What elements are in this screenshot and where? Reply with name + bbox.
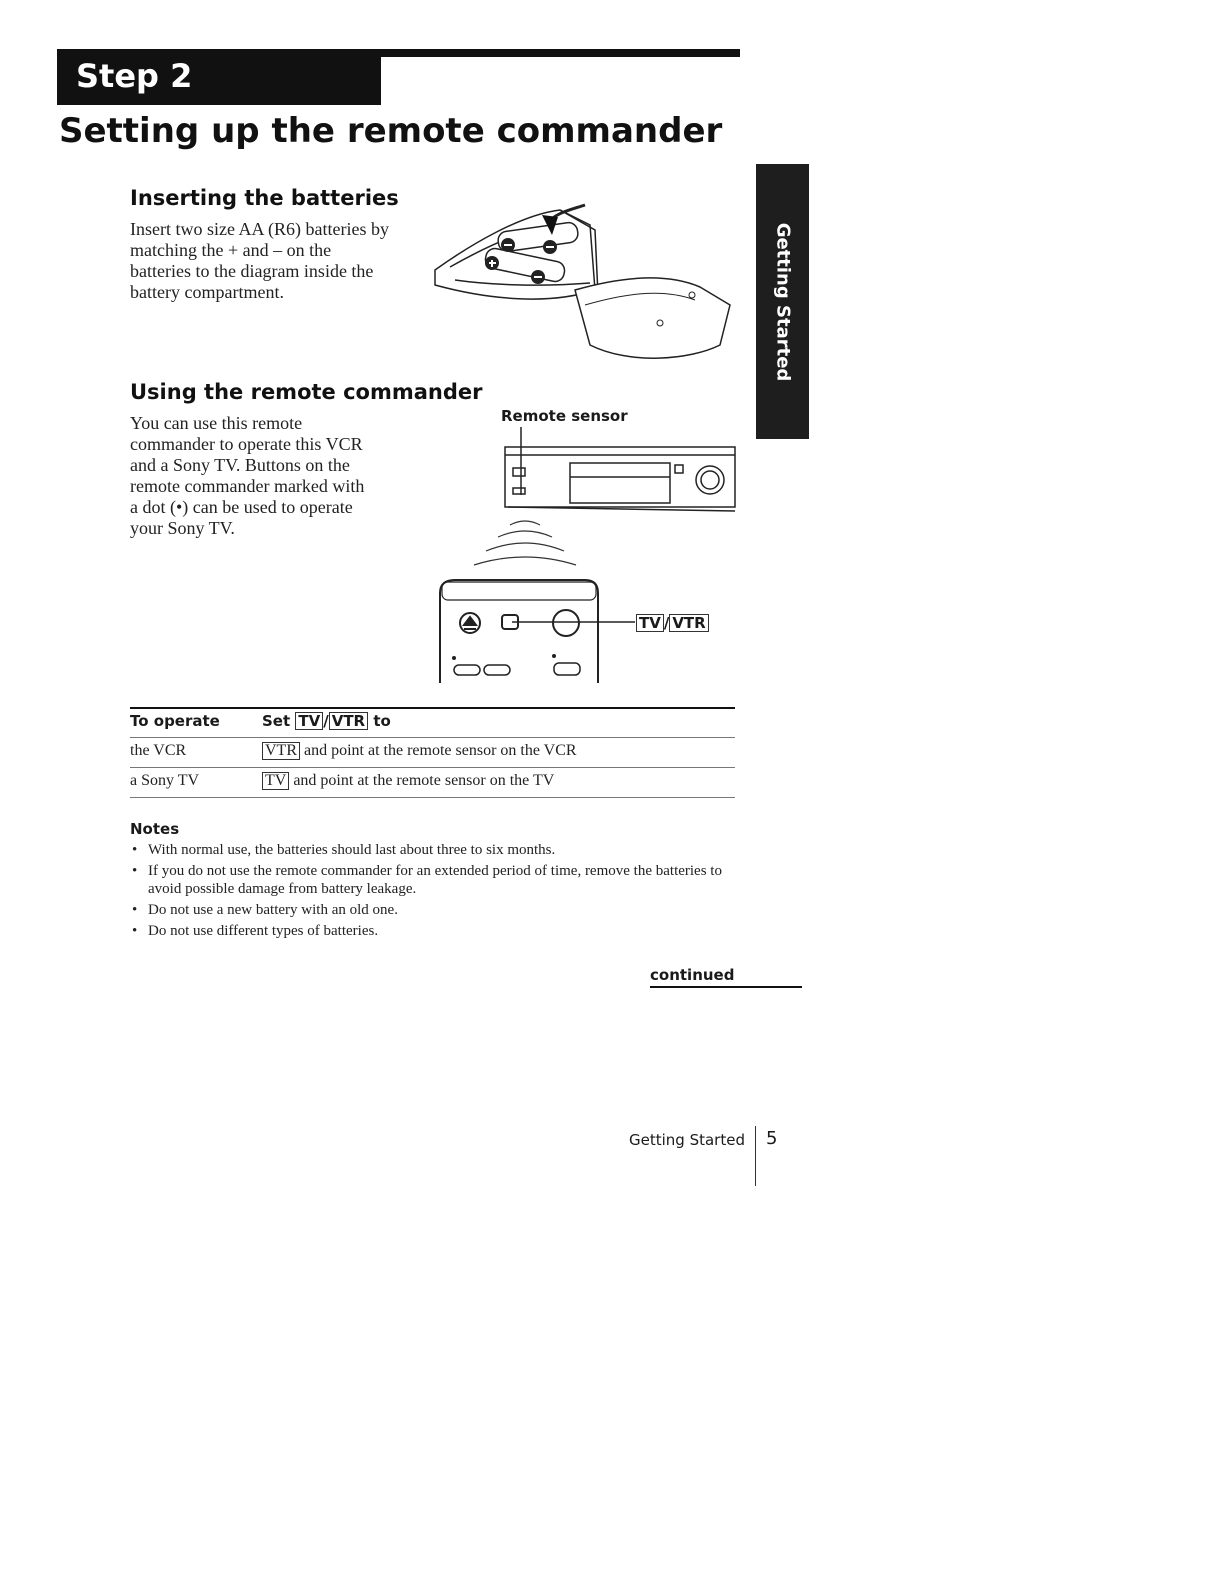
table-row-instruction: and point at the remote sensor on the TV	[293, 772, 555, 789]
batteries-body	[130, 219, 430, 303]
table-rule	[130, 737, 735, 738]
table-rule	[130, 767, 735, 768]
table-rule	[130, 797, 735, 798]
continued-label: continued	[650, 966, 735, 984]
continued-rule	[650, 986, 802, 988]
table-row-operate: the VCR	[130, 742, 187, 759]
using-body	[130, 413, 430, 539]
page-number: 5	[766, 1128, 778, 1149]
batteries-heading: Inserting the batteries	[130, 186, 399, 210]
tv-key: TV	[636, 614, 664, 632]
table-header-set	[262, 712, 391, 730]
note-item: • If you do not use the remote commander for an extended period of time, remove the batteries to avoid possible damage from battery leakage.	[130, 862, 730, 898]
tv-key: TV	[295, 712, 323, 730]
table-top-rule	[130, 707, 735, 709]
using-line: your Sony TV.	[130, 518, 235, 538]
vcr-remote-illustration	[430, 425, 740, 687]
table-row-operate: a Sony TV	[130, 772, 200, 789]
table-row-setting	[262, 742, 577, 760]
note-item: • Do not use different types of batteries.	[130, 922, 730, 940]
tv-key: TV	[262, 772, 289, 790]
using-line: and a Sony TV. Buttons on the	[130, 455, 350, 475]
vtr-key: VTR	[329, 712, 368, 730]
batteries-line: battery compartment.	[130, 282, 284, 302]
side-tab-label: Getting Started	[772, 222, 793, 381]
notes-list	[130, 841, 730, 943]
using-line: a dot (•) can be used to operate	[130, 497, 353, 517]
vtr-key: VTR	[262, 742, 300, 760]
using-heading: Using the remote commander	[130, 380, 483, 404]
using-line: remote commander marked with	[130, 476, 365, 496]
battery-insertion-illustration	[430, 195, 735, 365]
page-title: Setting up the remote commander	[59, 111, 723, 151]
remote-sensor-label: Remote sensor	[501, 407, 628, 425]
using-line: You can use this remote	[130, 413, 303, 433]
note-item: • Do not use a new battery with an old one.	[130, 901, 730, 919]
vtr-key: VTR	[669, 614, 708, 632]
footer-section-name: Getting Started	[629, 1131, 745, 1149]
footer-separator	[755, 1126, 756, 1186]
tv-vtr-switch-label	[636, 614, 709, 632]
side-tab	[756, 164, 809, 439]
set-prefix: Set	[262, 712, 291, 730]
using-line: commander to operate this VCR	[130, 434, 363, 454]
table-row-setting	[262, 772, 554, 790]
notes-heading: Notes	[130, 820, 180, 838]
switch-separator: /	[663, 614, 670, 632]
header-separator: /	[323, 712, 329, 730]
batteries-line: Insert two size AA (R6) batteries by	[130, 219, 389, 239]
batteries-line: batteries to the diagram inside the	[130, 261, 374, 281]
batteries-line: matching the + and – on the	[130, 240, 332, 260]
set-suffix: to	[373, 712, 391, 730]
table-header-operate: To operate	[130, 712, 220, 730]
note-item: • With normal use, the batteries should last about three to six months.	[130, 841, 730, 859]
table-row-instruction: and point at the remote sensor on the VCR	[304, 742, 577, 759]
step-label: Step 2	[76, 57, 193, 95]
